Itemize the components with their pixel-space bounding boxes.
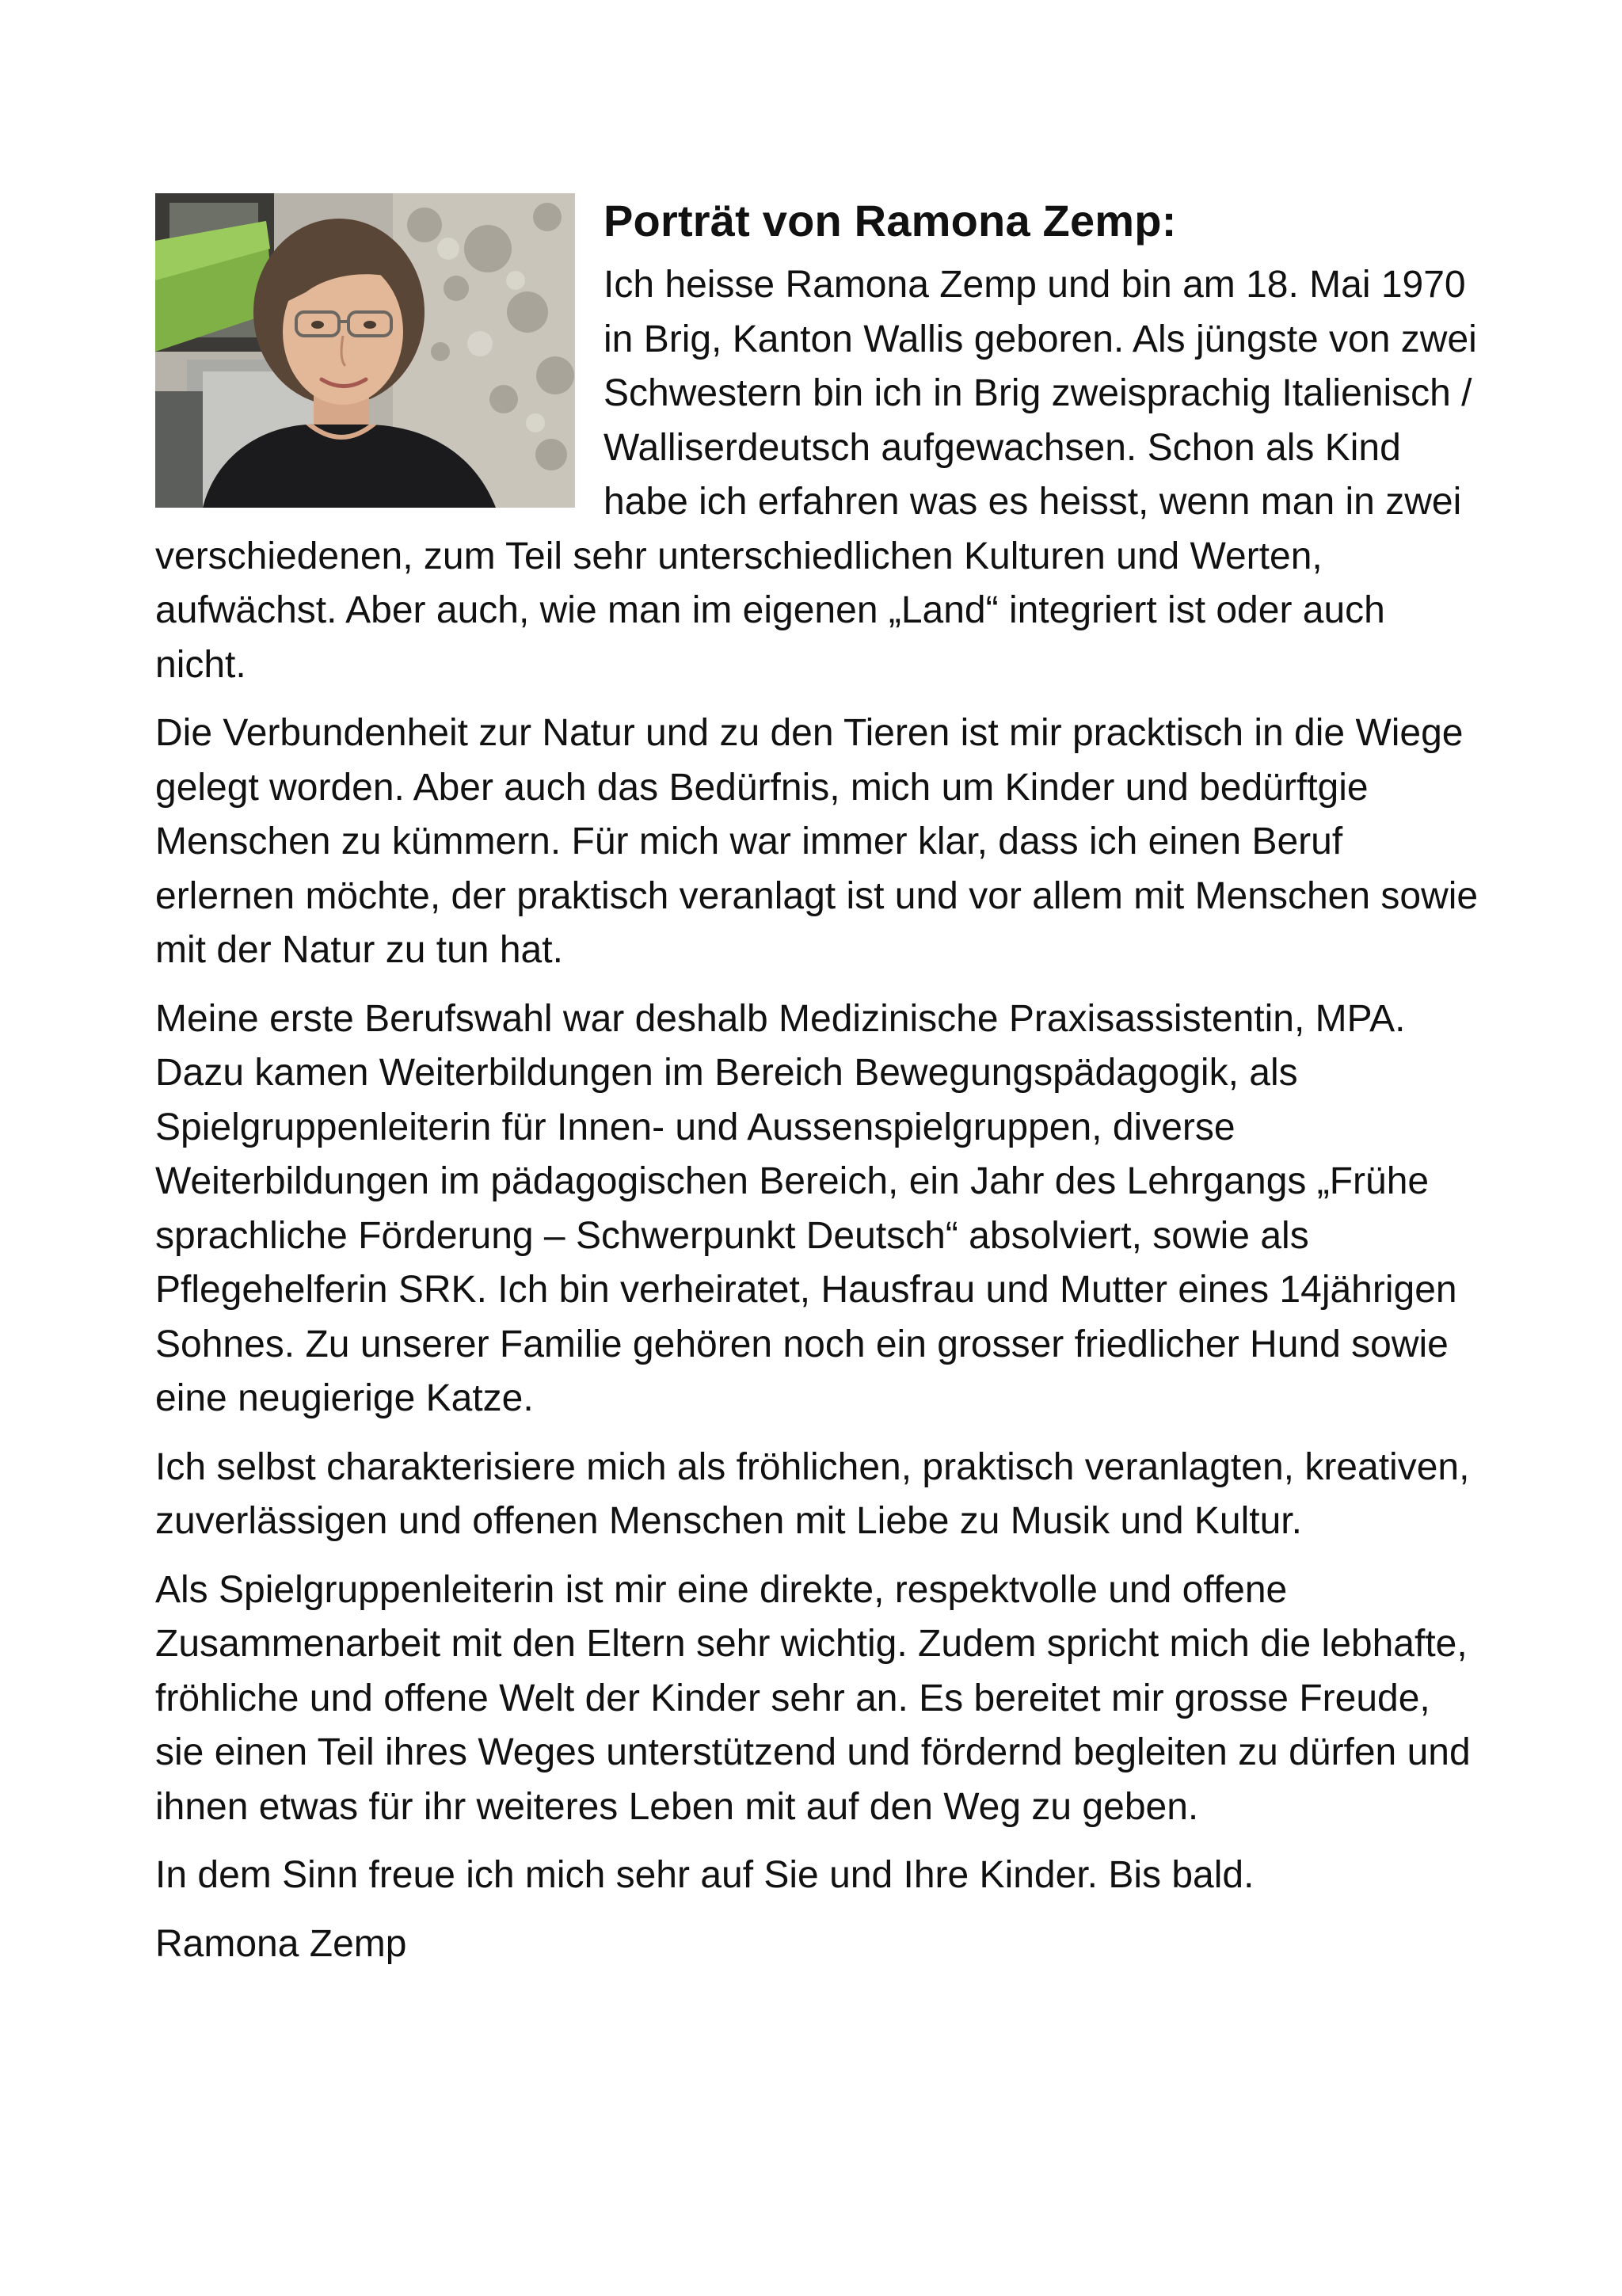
- paragraph-playgroup: Als Spielgruppenleiterin ist mir eine direkte, respektvolle und offene Zusammenarbeit mit den Eltern sehr wichtig. Zudem spricht mich die lebhafte, fröhliche und offene Welt der Kinder sehr an. Es bereitet mir grosse Freude, sie einen Teil ihres Weges unterstützend und fördernd begleiten zu dürfen und ihnen etwas für ihr weiteres Leben mit auf den Weg zu geben.: [155, 1568, 1471, 1828]
- document-title: Porträt von Ramona Zemp:: [603, 196, 1177, 246]
- portrait-photo-illustration: [155, 193, 575, 508]
- paragraph-closing: In dem Sinn freue ich mich sehr auf Sie und Ihre Kinder. Bis bald.: [155, 1854, 1255, 1896]
- document-page: [155, 193, 1486, 1971]
- portrait-photo: [155, 193, 575, 508]
- paragraph-career: Meine erste Berufswahl war deshalb Medizinische Praxisassistentin, MPA. Dazu kamen Weiterbildungen im Bereich Bewegungspädagogik, als Spielgruppenleiterin für Innen- und Aussenspielgruppen, diverse Weiterbildungen im pädagogischen Bereich, ein Jahr des Lehrgangs „Frühe sprachliche Förderung – Schwerpunkt Deutsch“ absolviert, sowie als Pflegehelferin SRK. Ich bin verheiratet, Hausfrau und Mutter eines 14jährigen Sohnes. Zu unserer Familie gehören noch ein grosser friedlicher Hund sowie eine neugierige Katze.: [155, 997, 1457, 1419]
- paragraph-intro: Ich heisse Ramona Zemp und bin am 18. Mai 1970 in Brig, Kanton Wallis geboren. Als jüngste von zwei Schwestern bin ich in Brig zweisprachig Italienisch / Walliserdeutsch aufgewachsen. Schon als Kind habe ich erfahren was es heisst, wenn man in zwei verschiedenen, zum Teil sehr unterschiedlichen Kulturen und Werten, aufwächst. Aber auch, wie man im eigenen „Land“ integriert ist oder auch nicht.: [155, 264, 1477, 686]
- paragraph-character: Ich selbst charakterisiere mich als fröhlichen, praktisch veranlagten, kreativen, zuverlässigen und offenen Menschen mit Liebe zu Musik und Kultur.: [155, 1445, 1470, 1542]
- paragraph-nature: Die Verbundenheit zur Natur und zu den Tieren ist mir pracktisch in die Wiege gelegt worden. Aber auch das Bedürfnis, mich um Kinder und bedürftgie Menschen zu kümmern. Für mich war immer klar, dass ich einen Beruf erlernen möchte, der praktisch veranlagt ist und vor allem mit Menschen sowie mit der Natur zu tun hat.: [155, 712, 1479, 971]
- signature: Ramona Zemp: [155, 1922, 407, 1965]
